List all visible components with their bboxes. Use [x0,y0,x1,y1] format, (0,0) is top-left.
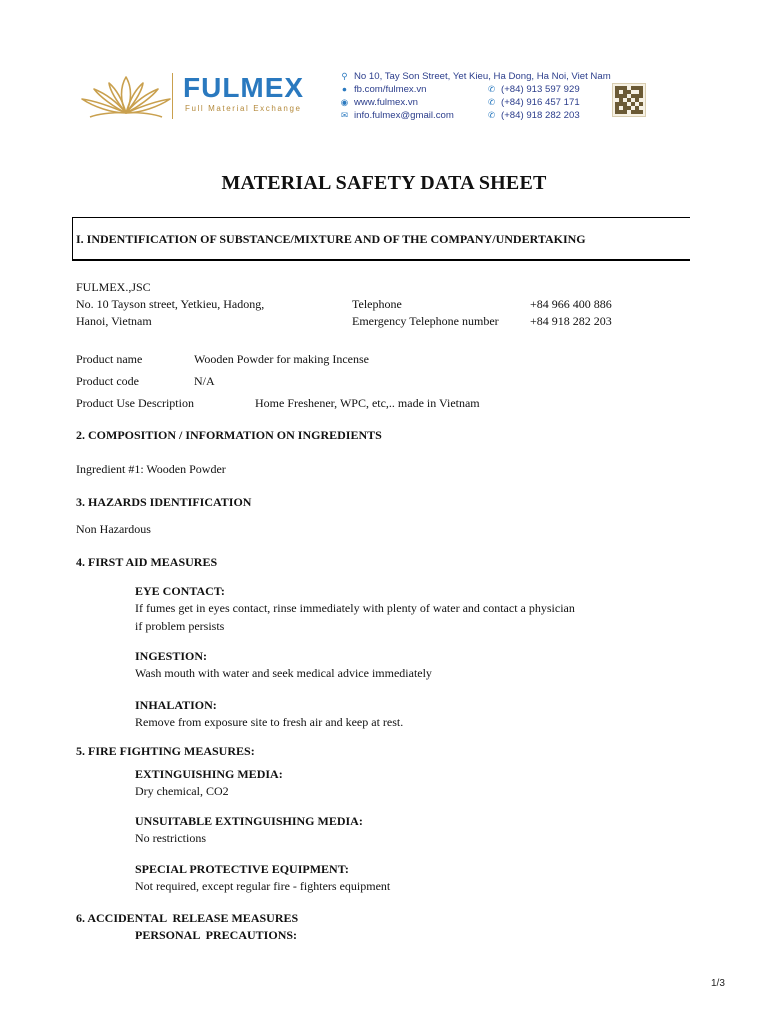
brand-name: FULMEX [183,72,305,103]
brand-divider [172,73,173,119]
eye-contact-line2: if problem persists [135,619,225,633]
eye-contact-heading: EYE CONTACT: [135,584,225,598]
protective-equipment-text: Not required, except regular fire - fighters equipment [135,879,391,893]
emergency-telephone-label: Emergency Telephone number [352,314,499,328]
contact-phone-2[interactable]: ✆ (+84) 916 457 171 [487,97,580,108]
contact-email[interactable]: ✉ info.fulmex@gmail.com [340,110,454,121]
brand-tagline: Full Material Exchange [185,104,302,113]
document-title: MATERIAL SAFETY DATA SHEET [221,172,547,194]
telephone-value: +84 966 400 886 [530,297,612,311]
location-pin-icon: ⚲ [341,71,348,81]
section-2-title: 2. COMPOSITION / INFORMATION ON INGREDIENTS [76,428,382,442]
section-3-title: 3. HAZARDS IDENTIFICATION [76,495,252,509]
extinguishing-media-heading: EXTINGUISHING MEDIA: [135,767,283,781]
phone-icon: ✆ [487,84,496,94]
product-name-value: Wooden Powder for making Incense [194,352,369,366]
contact-phone-3[interactable]: ✆ (+84) 918 282 203 [487,110,580,121]
emergency-telephone-value: +84 918 282 203 [530,314,612,328]
mail-icon: ✉ [340,110,349,120]
inhalation-text: Remove from exposure site to fresh air and keep at rest. [135,715,404,729]
lotus-logo-icon [76,71,176,123]
contact-address: ⚲ No 10, Tay Son Street, Yet Kieu, Ha Dong, Ha Noi, Viet Nam [339,70,611,84]
telephone-label: Telephone [352,297,402,311]
section-1-title: I. INDENTIFICATION OF SUBSTANCE/MIXTURE AND OF THE COMPANY/UNDERTAKING [76,232,586,246]
section-5-title: 5. FIRE FIGHTING MEASURES: [76,744,255,758]
protective-equipment-heading: SPECIAL PROTECTIVE EQUIPMENT: [135,862,349,876]
company-name: FULMEX.,JSC [76,280,151,294]
ingredient-1: Ingredient #1: Wooden Powder [76,462,226,476]
product-code-label: Product code [76,374,139,388]
product-use-label: Product Use Description [76,396,194,410]
product-use-value: Home Freshener, WPC, etc,.. made in Vietnam [255,396,480,410]
company-address-line1: No. 10 Tayson street, Yetkieu, Hadong, [76,297,265,311]
phone-icon: ✆ [487,110,496,120]
ingestion-heading: INGESTION: [135,649,208,663]
phone-icon: ✆ [487,97,496,107]
inhalation-heading: INHALATION: [135,698,217,712]
product-code-value: N/A [194,374,215,388]
company-address-line2: Hanoi, Vietnam [76,314,152,328]
contact-facebook[interactable]: ● fb.com/fulmex.vn [339,83,427,97]
section-4-title: 4. FIRST AID MEASURES [76,555,218,569]
contact-phone-1[interactable]: ✆ (+84) 913 597 929 [487,84,580,95]
section-6-title: 6. ACCIDENTAL RELEASE MEASURES [76,911,299,925]
eye-contact-line1: If fumes get in eyes contact, rinse immediately with plenty of water and contact a physician [135,601,575,615]
facebook-icon: ● [341,84,348,94]
qr-code-icon [612,83,646,117]
hazards-text: Non Hazardous [76,522,151,536]
product-name-label: Product name [76,352,143,366]
personal-precautions-heading: PERSONAL PRECAUTIONS: [135,928,298,942]
unsuitable-media-text: No restrictions [135,831,206,845]
globe-icon: ◉ [340,97,349,107]
unsuitable-media-heading: UNSUITABLE EXTINGUISHING MEDIA: [135,814,363,828]
page-number: 1/3 [711,978,725,989]
extinguishing-media-text: Dry chemical, CO2 [135,784,229,798]
contact-website[interactable]: ◉ www.fulmex.vn [340,97,418,108]
ingestion-text: Wash mouth with water and seek medical advice immediately [135,666,432,680]
